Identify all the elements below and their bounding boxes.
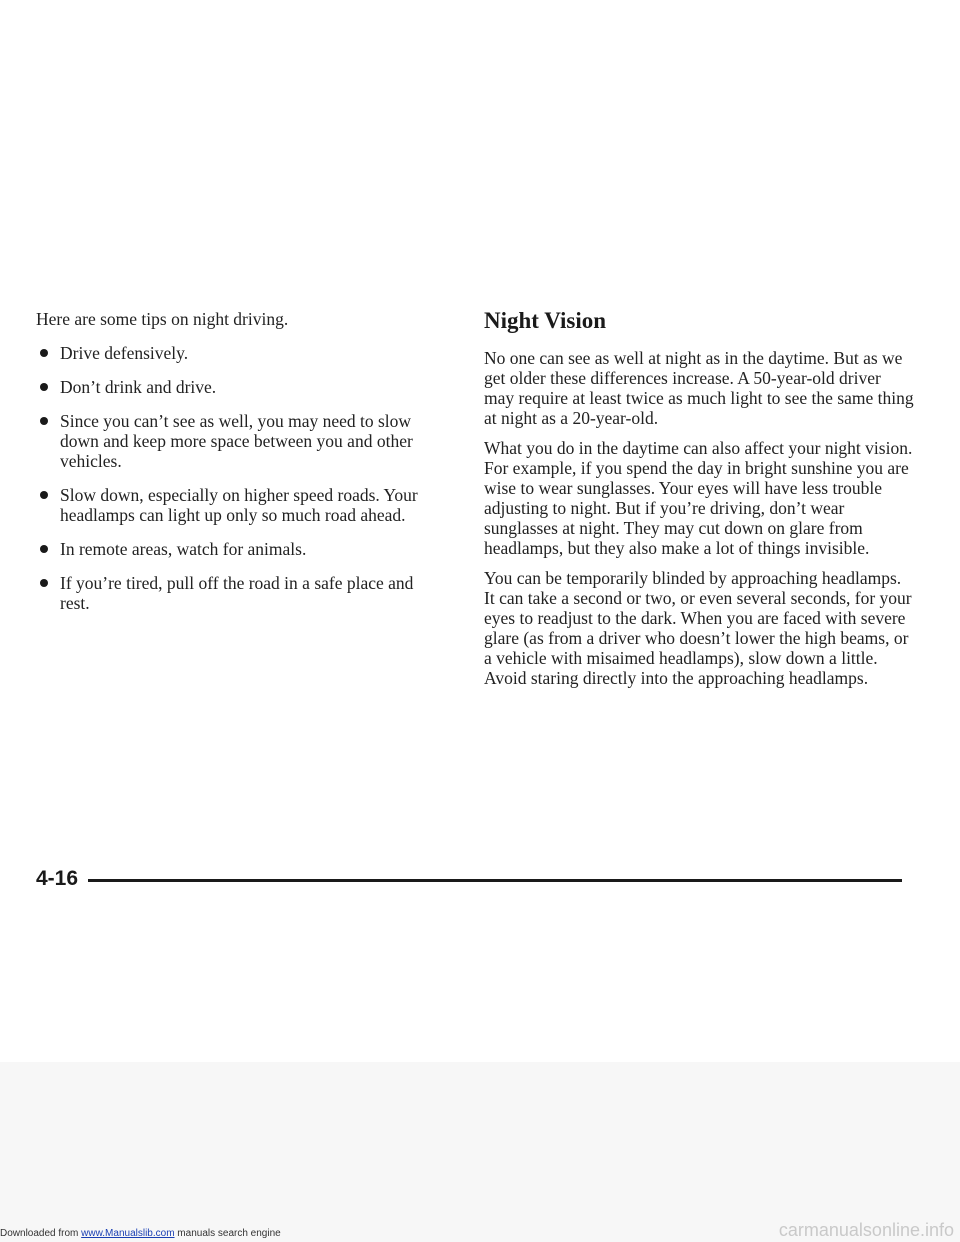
footer-rule — [88, 879, 902, 882]
tip-text: Drive defensively. — [60, 343, 189, 363]
paragraph: What you do in the daytime can also affect your night vision. For example, if you spend the day in bright sunshine you are wise to wear sunglasses. Your eyes will have less trouble adjusting to night. But if you’re driving, don’t wear sunglasses at night. They may cut down on glare from headlamps, but they also make a lot of things invisible. — [484, 438, 913, 558]
tips-list — [36, 343, 446, 613]
bullet-icon — [40, 417, 48, 425]
night-driving-tips — [36, 309, 446, 627]
list-item — [36, 411, 446, 471]
bullet-icon — [40, 349, 48, 357]
download-watermark — [0, 1228, 281, 1240]
list-item — [36, 377, 446, 397]
paragraph: You can be temporarily blinded by approaching headlamps. It can take a second or two, or even several seconds, for your eyes to readjust to the dark. When you are faced with severe glare (as from a driver who doesn’t lower the high beams, or a vehicle with misaimed headlamps), slow down a little. Avoid staring directly into the approaching headlamps. — [484, 568, 912, 688]
tip-text: In remote areas, watch for animals. — [60, 539, 307, 559]
bullet-icon — [40, 383, 48, 391]
page-number: 4-16 — [36, 867, 79, 890]
bullet-icon — [40, 491, 48, 499]
tip-text: Don’t drink and drive. — [60, 377, 217, 397]
paragraph: No one can see as well at night as in the daytime. But as we get older these differences increase. A 50-year-old driver may require at least twice as much light to see the same thing at night as a 20-year-old. — [484, 348, 914, 428]
tip-text: Slow down, especially on higher speed roads. Your headlamps can light up only so much road ahead. — [60, 485, 418, 525]
watermark-suffix: manuals search engine — [174, 1228, 281, 1239]
tip-text: If you’re tired, pull off the road in a safe place and rest. — [60, 573, 414, 613]
page-footer — [36, 867, 902, 891]
night-vision-section — [484, 307, 914, 698]
watermark-prefix: Downloaded from — [0, 1228, 82, 1239]
list-item — [36, 485, 446, 525]
list-item — [36, 573, 446, 613]
section-title: Night Vision — [484, 308, 607, 333]
bullet-icon — [40, 579, 48, 587]
tip-text: Since you can’t see as well, you may need to slow down and keep more space between you and other vehicles. — [60, 411, 413, 471]
list-item — [36, 343, 446, 363]
site-watermark: carmanualsonline.info — [778, 1220, 954, 1240]
bullet-icon — [40, 545, 48, 553]
tips-intro: Here are some tips on night driving. — [36, 309, 289, 329]
list-item — [36, 539, 446, 559]
manualslib-link[interactable]: www.Manualslib.com — [81, 1228, 175, 1239]
